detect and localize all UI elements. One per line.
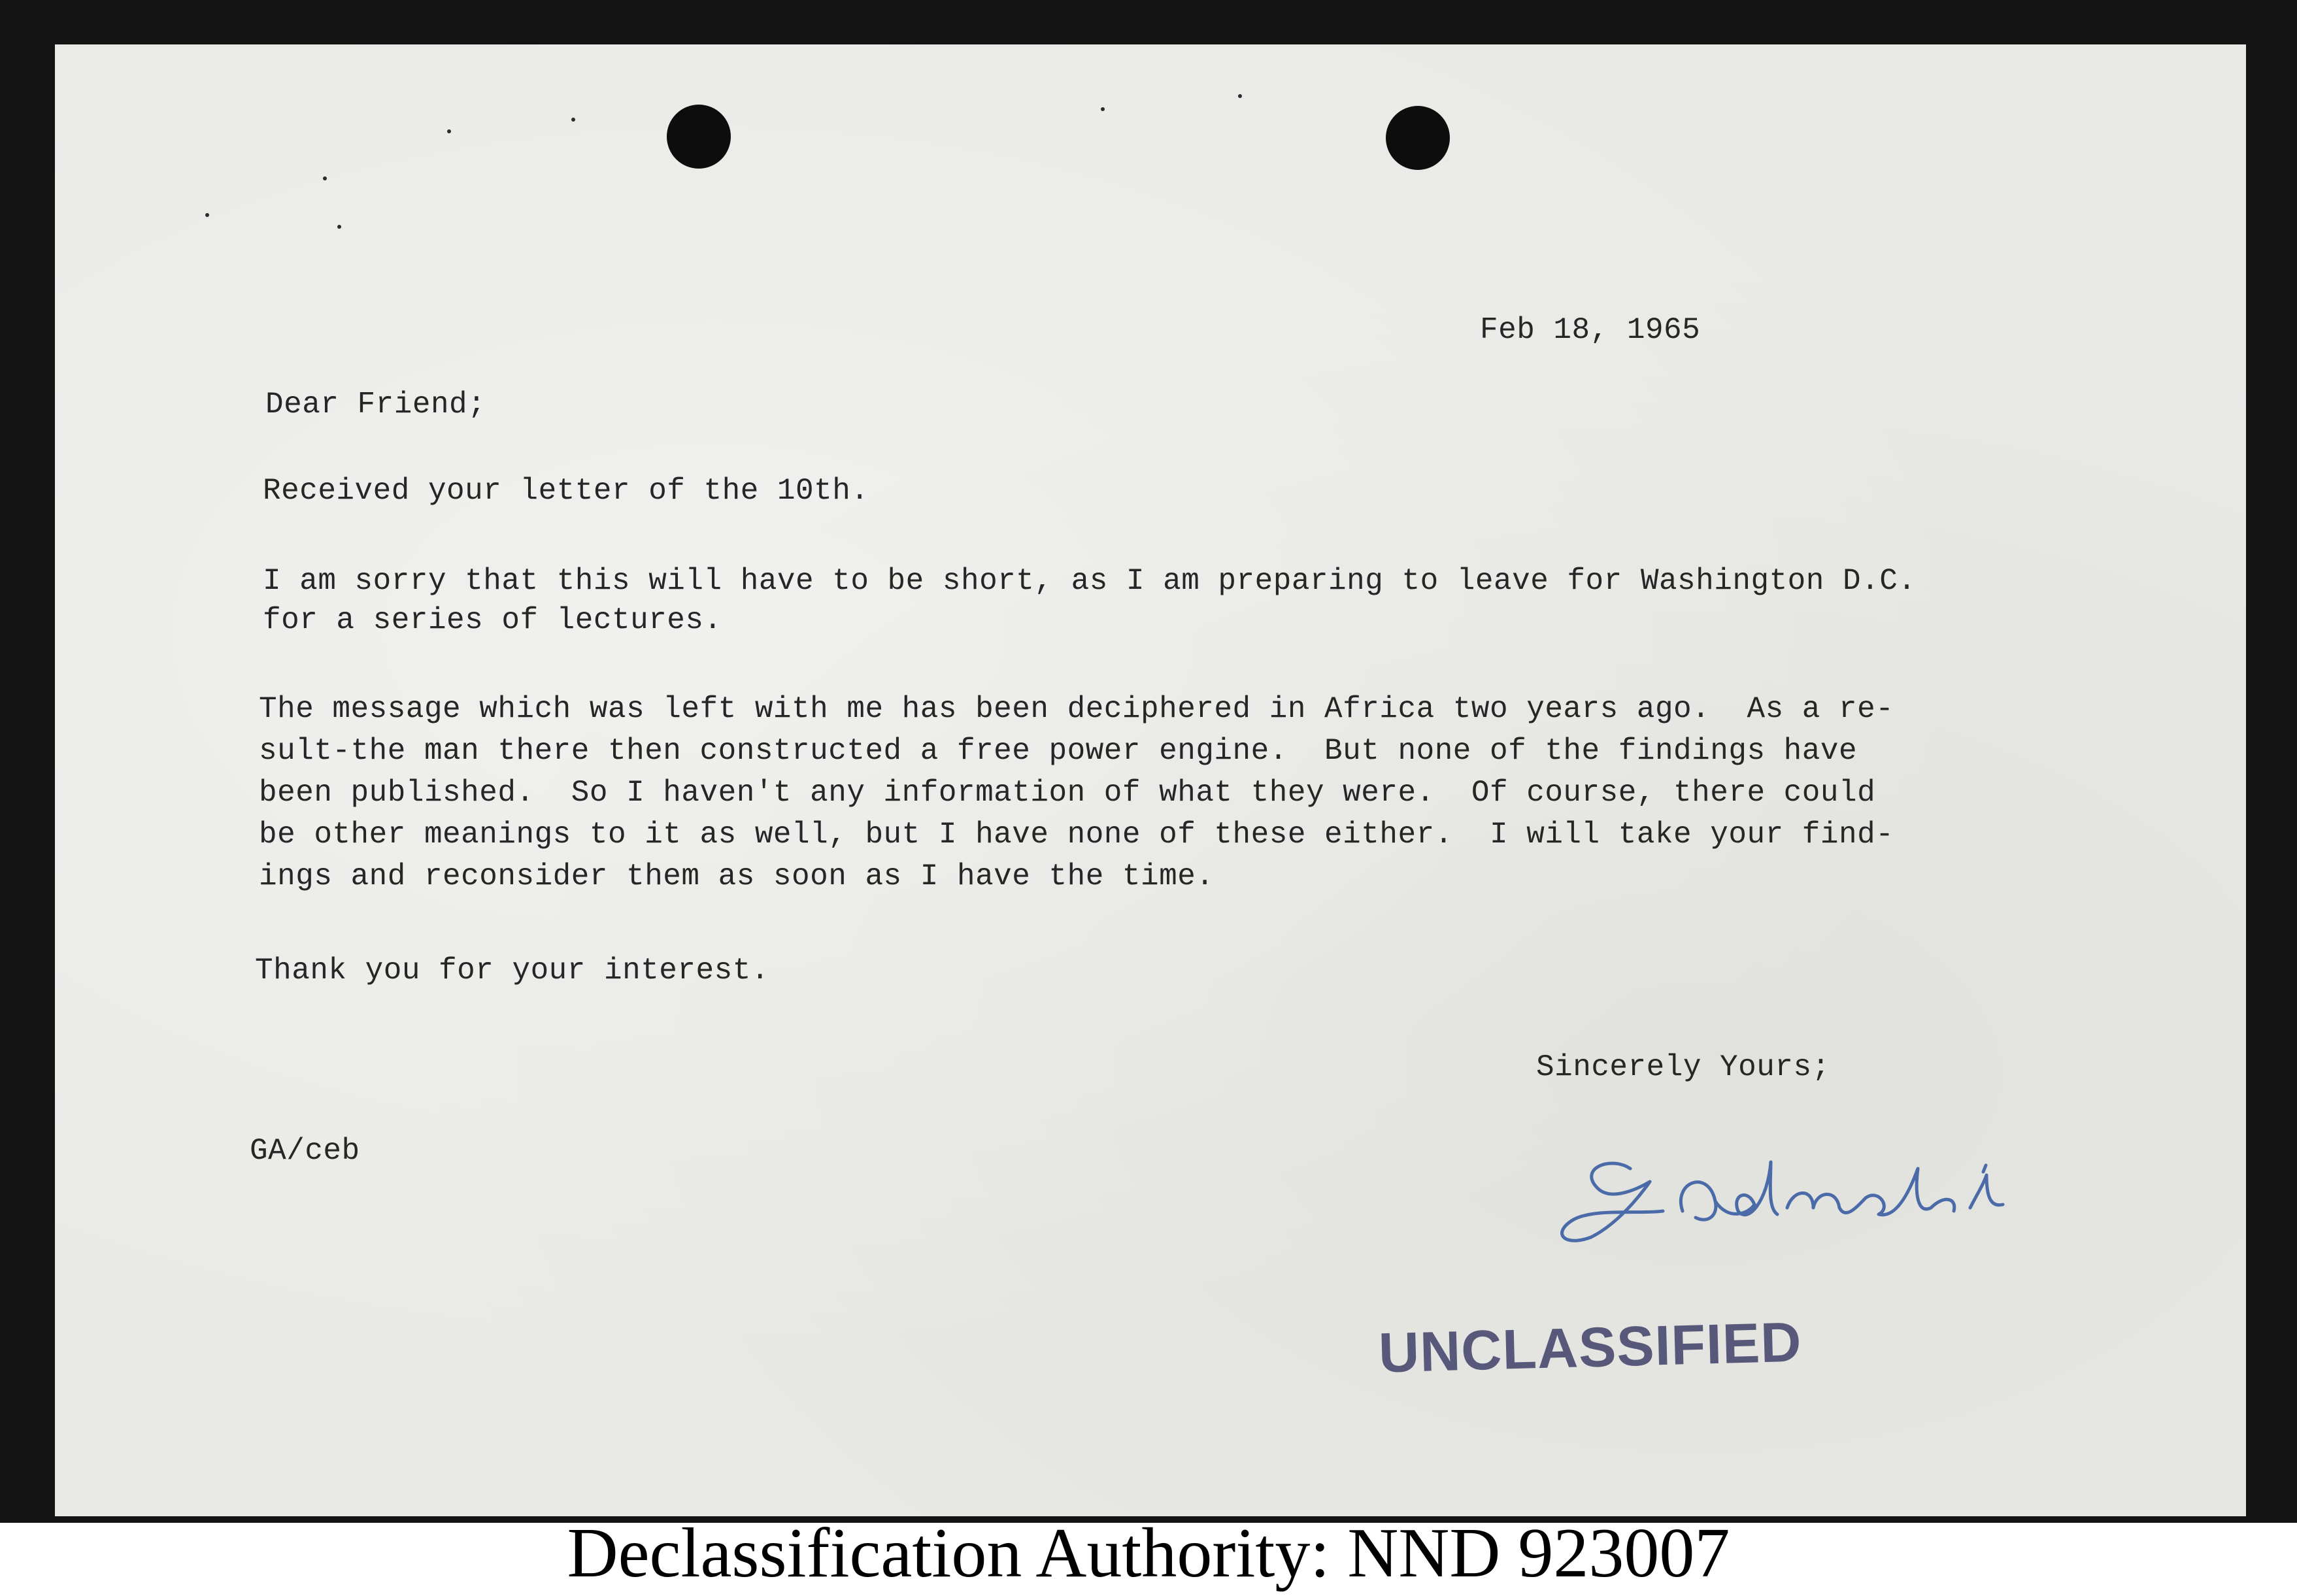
closing-thanks: Thank you for your interest. (255, 954, 769, 988)
punch-hole-right (1386, 106, 1450, 170)
paragraph-message-line-1: The message which was left with me has been deciphered in Africa two years ago. As a re- (259, 692, 1894, 726)
declassification-authority: Declassification Authority: NND 923007 (567, 1514, 1730, 1592)
paragraph-sorry-line-2: for a series of lectures. (263, 603, 722, 637)
paper-speck (447, 129, 451, 133)
paper-speck (323, 176, 327, 180)
paragraph-sorry-line-1: I am sorry that this will have to be short, as I am preparing to leave for Washington D.C. (263, 564, 1917, 598)
paper-speck (337, 225, 341, 229)
unclassified-stamp: UNCLASSIFIED (1377, 1310, 1803, 1385)
letter-date: Feb 18, 1965 (1480, 313, 1701, 347)
paper-speck (205, 213, 209, 217)
punch-hole-left (667, 105, 731, 169)
paper-speck (1238, 94, 1242, 98)
paper-speck (571, 118, 575, 122)
paragraph-message-line-2: sult-the man there then constructed a free power engine. But none of the findings have (259, 734, 1858, 768)
letter-page (55, 44, 2246, 1516)
paragraph-message-line-4: be other meanings to it as well, but I have none of these either. I will take your find- (259, 818, 1894, 852)
typist-initials: GA/ceb (250, 1134, 360, 1168)
paragraph-received: Received your letter of the 10th. (263, 474, 869, 508)
handwritten-signature (1552, 1142, 2114, 1247)
sign-off: Sincerely Yours; (1536, 1050, 1830, 1084)
paper-speck (1101, 107, 1105, 111)
paragraph-message-line-5: ings and reconsider them as soon as I have the time. (259, 859, 1215, 893)
paragraph-message-line-3: been published. So I haven't any information of what they were. Of course, there could (259, 776, 1876, 810)
salutation: Dear Friend; (265, 388, 486, 422)
